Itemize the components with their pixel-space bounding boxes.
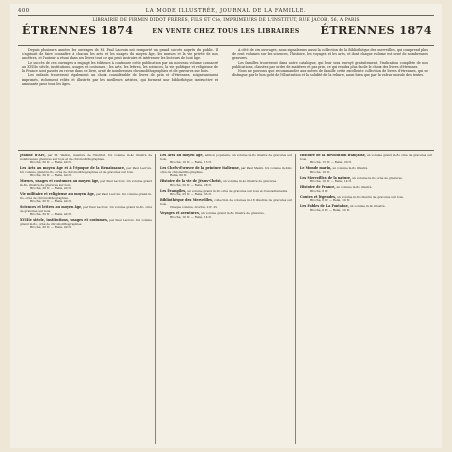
entry-description: par Paul Lacroix. Un volume grand in-8o, orné de chromolithographies et de gravures sur bois. bbox=[20, 166, 152, 174]
entry-price: Broché, 6 fr. — Relié, 10 fr. bbox=[310, 198, 350, 203]
entry-title: Histoire de la Révolution française, bbox=[300, 154, 366, 157]
entry-title: Jeanne d'Arc, bbox=[20, 154, 46, 157]
column-divider bbox=[295, 154, 296, 444]
catalog-entry bbox=[20, 154, 152, 165]
column-divider bbox=[155, 154, 156, 444]
entry-title: Vie militaire et religieuse au moyen âge, bbox=[20, 192, 96, 197]
catalog-entry bbox=[160, 212, 292, 219]
publisher-line: LIBRAIRIE DE FIRMIN DIDOT FRÈRES, FILS ET Cie, IMPRIMEURS DE L'INSTITUT, RUE JACOB, 56, A PARIS bbox=[92, 18, 360, 23]
entry-description: par Paul Lacroix. Un volume grand in-8o, orné de chromolithographies. bbox=[20, 218, 152, 226]
catalog-entry bbox=[300, 196, 432, 203]
intro-paragraph: Les familles trouveront dans notre catalogue, qui leur sera envoyé gratuitement, l'indication complète de nos publications, classées par ordre de matières et par prix, ce qui rendra plus facile le choix des livres d'étrennes. bbox=[232, 60, 428, 69]
header-rule bbox=[18, 15, 434, 16]
entry-price: Broché, 10 fr. — Relié, 15 fr. bbox=[170, 160, 212, 164]
entry-title: Contes et légendes, bbox=[300, 194, 337, 199]
entry-description: un volume in-8o illustré. bbox=[332, 166, 369, 171]
intro-text-left bbox=[22, 48, 218, 146]
catalog-entry bbox=[300, 177, 432, 184]
entry-price: Broché, 25 fr. — Relié, 35 fr. bbox=[170, 192, 212, 197]
catalog-entry bbox=[300, 205, 432, 212]
intro-paragraph: Depuis plusieurs années les ouvrages de M. Paul Lacroix ont remporté un grand succès auprès du public. Il s'agissait de faire connaître à chacun les arts et les usages du moyen âge, les mœurs et la vie privée de nos ancêtres, et l'auteur a réuni dans ses livres tout ce qui peut instruire et intéresser les lecteurs de tout âge. bbox=[22, 48, 218, 61]
entry-description: un volume in-8o illustré. bbox=[336, 185, 373, 190]
entry-description: un volume grand in-8o illustré de gravures. bbox=[200, 211, 265, 216]
entry-description: un volume grand in-8o orné de gravures sur bois et d'encadrements. bbox=[187, 188, 289, 193]
entry-description: édition populaire, un volume in-8o illustré de gravures sur bois. bbox=[160, 154, 292, 161]
catalog-entry bbox=[160, 199, 292, 210]
catalog-column-3 bbox=[300, 154, 432, 446]
entry-title: Les Arts au moyen âge, bbox=[160, 154, 204, 157]
catalog-column-1 bbox=[20, 154, 152, 446]
entry-price: Broché, 30 fr. — Relié, 40 fr. bbox=[30, 225, 72, 230]
running-title: LA MODE ILLUSTRÉE, JOURNAL DE LA FAMILLE. bbox=[145, 8, 307, 14]
entry-description: un volume grand in-8o orné de gravures sur bois. bbox=[300, 154, 432, 161]
entry-title: Bibliothèque des Merveilles, bbox=[160, 198, 214, 203]
entry-description: un volume in-4o illustré de gravures. bbox=[222, 179, 277, 184]
entry-description: par Paul Lacroix. Un volume grand in-8o, orné de chromolithographies. bbox=[20, 192, 152, 200]
etrennes-heading-right: ÉTRENNES 1874 bbox=[320, 24, 432, 37]
document-page bbox=[10, 4, 442, 448]
entry-description: par M. Wallon, membre de l'Institut. Un volume in-4o illustré de nombreuses gravures sur bois et de chromolithographies. bbox=[20, 154, 152, 161]
catalog-column-2 bbox=[160, 154, 292, 446]
entry-price: Broché, 10 fr. — Relié, 14 fr. bbox=[170, 214, 212, 219]
catalog-entry bbox=[20, 180, 152, 191]
entry-price: Broché, 30 fr. — Relié, 40 fr. bbox=[30, 160, 72, 164]
catalog-entry bbox=[160, 167, 292, 178]
etrennes-heading-left: ÉTRENNES 1874 bbox=[22, 24, 134, 37]
masthead-rule bbox=[18, 45, 434, 46]
intro-paragraph: Le succès de ces ouvrages a engagé les éditeurs à continuer cette publication par un nouveau volume consacré au XVIIIe siècle, institutions, usages et costumes ; les arts, les lettres, les sciences, la vie politique et religieuse de la France sont passés en revue dans ce livre, orné de nombreuses chromolithographies et de gravures sur bois. bbox=[22, 60, 218, 73]
catalog-entry bbox=[20, 193, 152, 204]
catalog-entry bbox=[20, 206, 152, 217]
page-number: 400 bbox=[18, 8, 30, 14]
catalog-entry bbox=[300, 154, 432, 165]
entry-description: un volume in-8o illustré. bbox=[349, 204, 386, 209]
entry-title: Histoire de la vie de Jésus-Christ, bbox=[160, 179, 222, 184]
intro-paragraph: A côté de ces ouvrages, nous signalerons aussi la collection de la Bibliothèque des merveilles, qui comprend plus de cent volumes sur les sciences, l'histoire, les voyages et les arts, et dont chaque volume est orné de nombreuses gravures. bbox=[232, 48, 428, 61]
entry-description: par Paul Lacroix. Un volume grand in-8o, orné de gravures sur bois. bbox=[20, 205, 152, 213]
entry-description: par Paul Lacroix. Un volume grand in-8o, illustré de gravures sur bois. bbox=[20, 179, 152, 187]
entry-price: Broché, 6 fr. — Relié, 10 fr. bbox=[310, 207, 350, 212]
entry-price: Chaque volume, broché, 2 fr. 25. bbox=[170, 205, 218, 210]
catalog-entry bbox=[160, 154, 292, 165]
entry-title: XVIIIe siècle, institutions, usages et costumes, bbox=[20, 218, 109, 223]
intro-paragraph: Nous ne pouvons que recommander aux mères de famille cette excellente collection de livres d'étrennes, qui se distingue par le bon goût de l'illustration et la solidité de la reliure, aussi bien que par la valeur morale des textes. bbox=[232, 69, 428, 78]
catalog-entry bbox=[160, 180, 292, 187]
catalog-entry bbox=[20, 219, 152, 230]
intro-text-right bbox=[232, 48, 428, 146]
entry-price: Broché, 20 fr. — Relié, 28 fr. bbox=[170, 182, 212, 187]
entry-title: Sciences et lettres au moyen âge, bbox=[20, 205, 83, 210]
entry-price: Broché, 30 fr. — Relié, 40 fr. bbox=[30, 212, 72, 217]
intro-rule bbox=[18, 150, 434, 151]
entry-description: un volume in-8o orné de gravures. bbox=[352, 175, 403, 180]
entry-price: Broché, 8 fr. bbox=[310, 188, 329, 193]
masthead-subtitle: EN VENTE CHEZ TOUS LES LIBRAIRES bbox=[152, 28, 300, 35]
intro-paragraph: Les enfants trouveront également un choix considérable de livres de prix et d'étrennes, soigneusement imprimés, richement reliés et illustrés par les meilleurs artistes, qui forment une bibliothèque instructive et amusante pour tous les âges. bbox=[22, 73, 218, 86]
catalog-entry bbox=[160, 190, 292, 197]
entry-title: Voyages et aventures, bbox=[160, 211, 200, 216]
entry-price: Broché, 15 fr. — Relié, 20 fr. bbox=[310, 160, 352, 164]
entry-title: Les Arts au moyen âge et à l'époque de la Renaissance, bbox=[20, 166, 126, 171]
entry-title: Histoire de France, bbox=[300, 185, 336, 190]
entry-price: Broché, 10 fr. bbox=[310, 169, 330, 174]
entry-price: Relié, 60 fr. bbox=[170, 173, 187, 178]
entry-description: un volume in-8o illustré de gravures sur bois. bbox=[337, 194, 404, 199]
entry-price: Broché, 30 fr. — Relié, 40 fr. bbox=[30, 186, 72, 191]
catalog-entry bbox=[300, 186, 432, 193]
catalog-entry bbox=[20, 167, 152, 178]
entry-price: Broché, 10 fr. — Relié, 14 fr. bbox=[310, 179, 352, 184]
entry-title: Les Chefs-d'œuvre de la peinture italienne, bbox=[160, 166, 240, 171]
entry-price: Broché, 30 fr. — Relié, 40 fr. bbox=[30, 199, 72, 204]
entry-title: Le Monde marin, bbox=[300, 166, 332, 171]
entry-title: Les Évangiles, bbox=[160, 188, 187, 193]
entry-description: par Paul Mantz. Un volume in-folio orné de chromolithographies. bbox=[160, 166, 292, 174]
catalog-entry bbox=[300, 167, 432, 174]
entry-title: Les Merveilles de la nature, bbox=[300, 175, 352, 180]
entry-title: Mœurs, usages et costumes au moyen âge, bbox=[20, 179, 100, 184]
entry-title: Les Fables de La Fontaine, bbox=[300, 204, 349, 209]
entry-description: collection de volumes in-18 illustrés de gravures sur bois. bbox=[160, 198, 292, 206]
entry-price: Broché, 30 fr. — Relié, 40 fr. bbox=[30, 173, 72, 178]
